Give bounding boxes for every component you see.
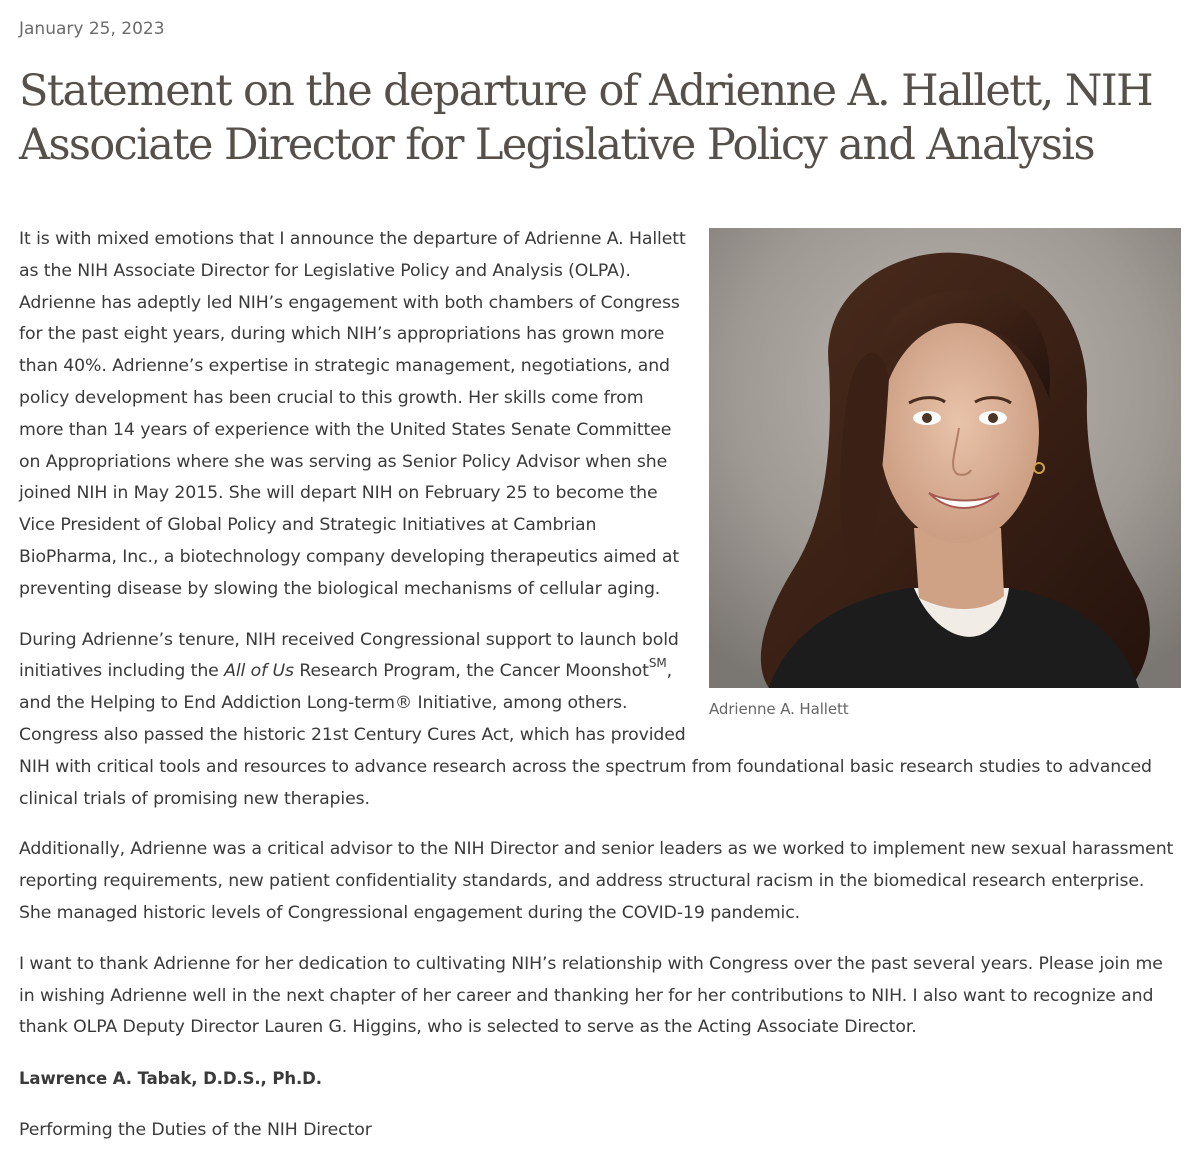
all-of-us-program: All of Us [224, 661, 294, 682]
tenure-text-3: , and the Helping to End Addiction Long-term® Initiative, among others. Congress also passed the historic 21st Century Cures Act, which has provided NIH with critical tools and resources to advance research across the spectrum from foundational basic research studies to advanced clinical trials of promising new therapies. [19, 661, 1152, 809]
tenure-text-2: Research Program, the Cancer Moonshot [293, 661, 649, 682]
article-body [19, 224, 1181, 1146]
portrait-illustration [709, 228, 1181, 688]
portrait-figure [709, 228, 1181, 720]
paragraph-advisor: Additionally, Adrienne was a critical advisor to the NIH Director and senior leaders as we worked to implement new sexual harassment reporting requirements, new patient confidentiality standards, and address structural racism in the biomedical research enterprise. She managed historic levels of Congressional engagement during the COVID-19 pandemic. [19, 839, 1174, 923]
signature-role: Performing the Duties of the NIH Director [19, 1120, 372, 1141]
paragraph-thanks: I want to thank Adrienne for her dedication to cultivating NIH’s relationship with Congress over the past several years. Please join me in wishing Adrienne well in the next chapter of her career and thanking her for her contributions to NIH. I also want to recognize and thank OLPA Deputy Director Lauren G. Higgins, who is selected to serve as the Acting Associate Director. [19, 953, 1163, 1038]
signature-name: Lawrence A. Tabak, D.D.S., Ph.D. [19, 1069, 322, 1089]
signature-block [19, 1063, 1181, 1146]
portrait-caption: Adrienne A. Hallett [709, 700, 849, 718]
paragraph-announcement: It is with mixed emotions that I announce the departure of Adrienne A. Hallett as the NIH Associate Director for Legislative Policy and Analysis (OLPA). Adrienne has adeptly led NIH’s engagement with both chambers of Congress for the past eight years, during which NIH’s appropriations has grown more than 40%. Adrienne’s expertise in strategic management, negotiations, and policy development has been crucial to this growth. Her skills come from more than 14 years of experience with the United States Senate Committee on Appropriations where she was serving as Senior Policy Advisor when she joined NIH in May 2015. She will depart NIH on February 25 to become the Vice President of Global Policy and Strategic Initiatives at Cambrian BioPharma, Inc., a biotechnology company developing therapeutics aimed at preventing disease by slowing the biological mechanisms of cellular aging. [19, 229, 686, 599]
article-date: January 25, 2023 [19, 19, 165, 39]
article [19, 14, 1181, 1165]
portrait-photo [709, 228, 1181, 688]
tenure-text-1: During Adrienne’s tenure, NIH received Congressional support to launch bold initiatives including the [19, 629, 679, 682]
service-mark: SM [648, 656, 667, 671]
article-title: Statement on the departure of Adrienne A. Hallett, NIH Associate Director for Legislative Policy and Analysis [19, 66, 1153, 170]
